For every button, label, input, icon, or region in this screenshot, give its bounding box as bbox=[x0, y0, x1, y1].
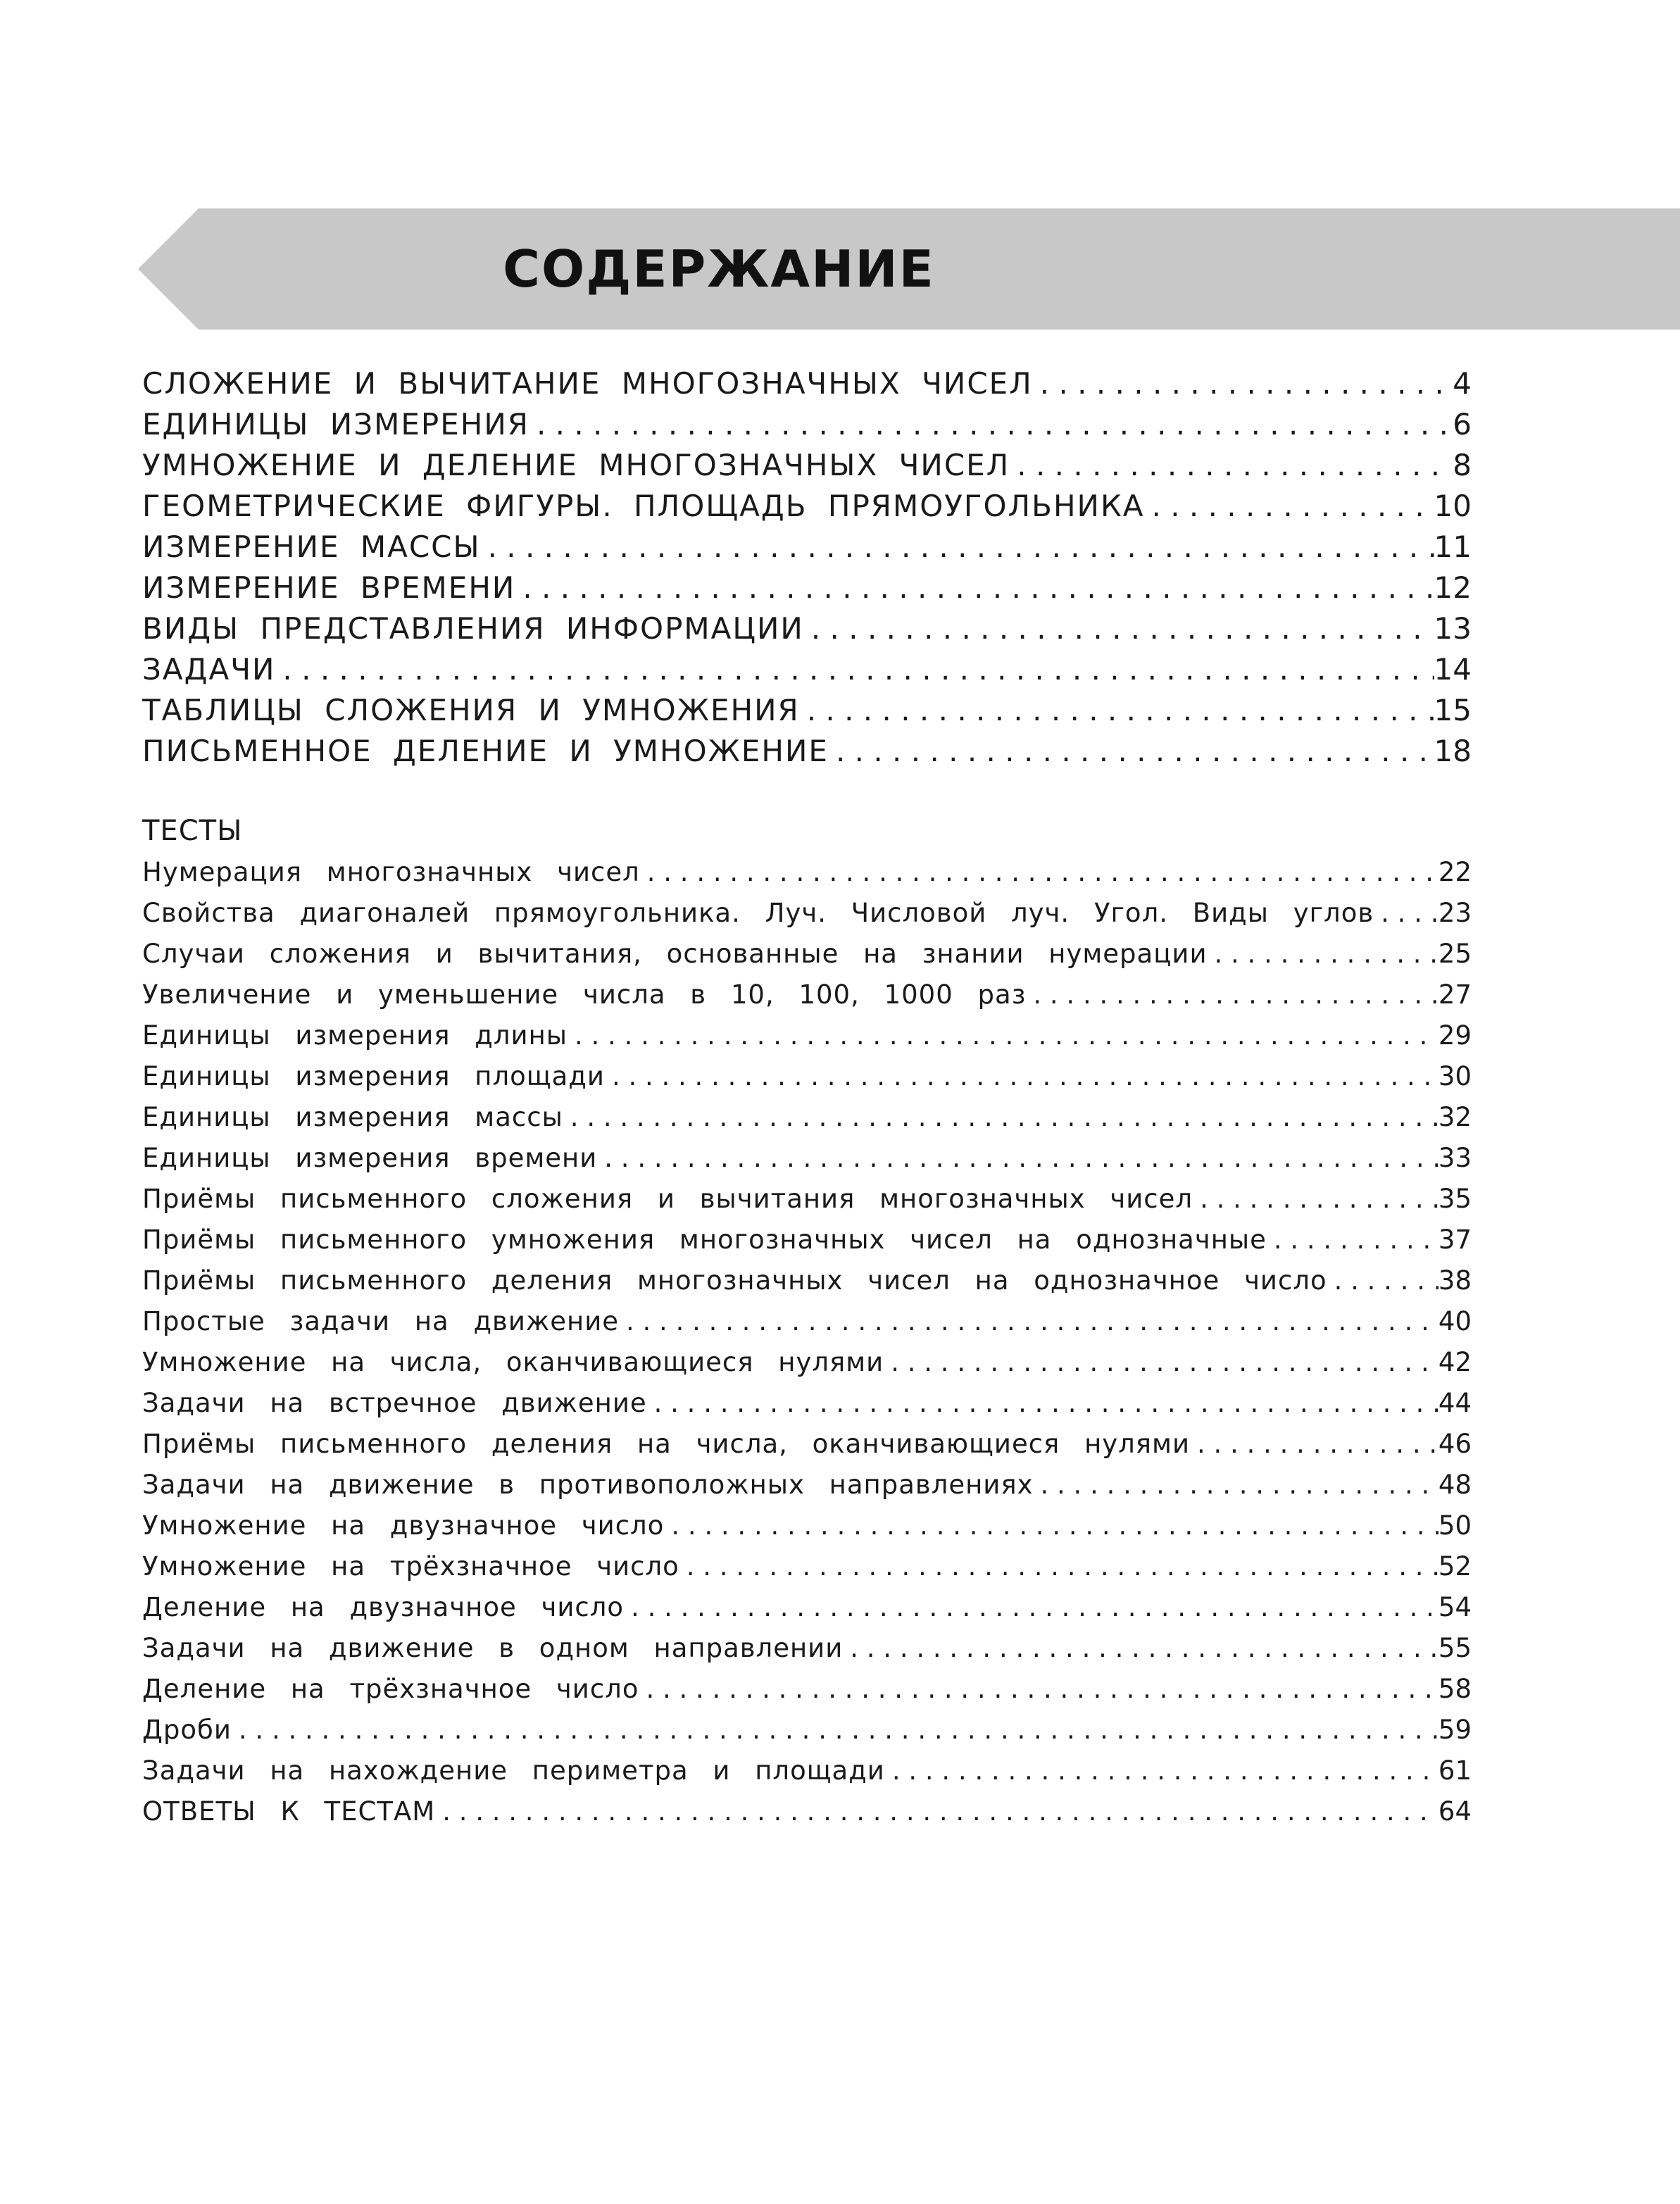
toc-entry[interactable] bbox=[142, 1628, 1472, 1669]
dot-leader bbox=[640, 852, 1438, 893]
dot-leader bbox=[597, 1138, 1438, 1179]
toc-entry-title: ЕДИНИЦЫ ИЗМЕРЕНИЯ bbox=[142, 407, 529, 442]
toc-entry[interactable] bbox=[142, 445, 1472, 486]
toc-entry-title: ОТВЕТЫ К ТЕСТАМ bbox=[142, 1796, 436, 1827]
toc-entry-title: Единицы измерения длины bbox=[142, 1020, 568, 1051]
toc-entry-title: Единицы измерения площади bbox=[142, 1061, 605, 1091]
toc-entry[interactable] bbox=[142, 731, 1472, 772]
dot-leader bbox=[1190, 1424, 1438, 1465]
toc-entry[interactable] bbox=[142, 690, 1472, 731]
toc-entry[interactable] bbox=[142, 649, 1472, 690]
toc-entry[interactable] bbox=[142, 527, 1472, 568]
toc-entry[interactable] bbox=[142, 1138, 1472, 1179]
toc-entry-page: 52 bbox=[1438, 1551, 1472, 1582]
header-banner bbox=[138, 208, 1680, 330]
toc-entry-title: ГЕОМЕТРИЧЕСКИЕ ФИГУРЫ. ПЛОЩАДЬ ПРЯМОУГОЛЬНИКА bbox=[142, 489, 1145, 523]
table-of-contents bbox=[142, 363, 1472, 1832]
toc-entry[interactable] bbox=[142, 975, 1472, 1015]
toc-entry-page: 4 bbox=[1453, 366, 1472, 401]
toc-entry-page: 42 bbox=[1438, 1347, 1472, 1377]
toc-entry-page: 58 bbox=[1438, 1674, 1472, 1704]
dot-leader bbox=[1034, 1465, 1438, 1505]
dot-leader bbox=[515, 568, 1434, 608]
toc-entry-title: ВИДЫ ПРЕДСТАВЛЕНИЯ ИНФОРМАЦИИ bbox=[142, 611, 804, 646]
toc-entry[interactable] bbox=[142, 1587, 1472, 1628]
toc-entry[interactable] bbox=[142, 1465, 1472, 1505]
toc-entry[interactable] bbox=[142, 1015, 1472, 1056]
toc-entry-page: 50 bbox=[1438, 1510, 1472, 1541]
toc-entry-title: Приёмы письменного деления многозначных чисел на однозначное число bbox=[142, 1265, 1327, 1296]
toc-entry[interactable] bbox=[142, 1301, 1472, 1342]
toc-entry-page: 30 bbox=[1438, 1061, 1472, 1091]
toc-entry-page: 11 bbox=[1434, 530, 1472, 564]
dot-leader bbox=[624, 1587, 1438, 1628]
toc-entry-page: 6 bbox=[1453, 407, 1472, 442]
tests-heading: ТЕСТЫ bbox=[142, 815, 243, 847]
dot-leader bbox=[605, 1056, 1438, 1097]
toc-entry-page: 54 bbox=[1438, 1592, 1472, 1622]
main-section-list bbox=[142, 363, 1472, 772]
toc-entry-page: 15 bbox=[1434, 693, 1472, 727]
dot-leader bbox=[664, 1505, 1438, 1546]
dot-leader bbox=[1193, 1179, 1438, 1220]
toc-entry-page: 40 bbox=[1438, 1306, 1472, 1336]
dot-leader bbox=[800, 690, 1434, 731]
dot-leader bbox=[679, 1546, 1438, 1587]
toc-entry-title: ИЗМЕРЕНИЕ МАССЫ bbox=[142, 530, 481, 564]
toc-entry[interactable] bbox=[142, 1751, 1472, 1791]
dot-leader bbox=[481, 527, 1434, 568]
toc-entry-title: Деление на двузначное число bbox=[142, 1592, 625, 1622]
toc-entry-title: ИЗМЕРЕНИЕ ВРЕМЕНИ bbox=[142, 570, 516, 605]
toc-entry-page: 22 bbox=[1438, 857, 1472, 887]
dot-leader bbox=[1267, 1220, 1438, 1260]
toc-entry-page: 37 bbox=[1438, 1225, 1472, 1255]
toc-entry-page: 38 bbox=[1438, 1265, 1472, 1296]
dot-leader bbox=[563, 1097, 1438, 1138]
toc-entry-title: Приёмы письменного сложения и вычитания многозначных чисел bbox=[142, 1184, 1193, 1214]
dot-leader bbox=[1026, 975, 1438, 1015]
toc-entry[interactable] bbox=[142, 1669, 1472, 1710]
dot-leader bbox=[1145, 486, 1434, 527]
toc-entry-title: Свойства диагоналей прямоугольника. Луч. Числовой луч. Угол. Виды углов bbox=[142, 898, 1374, 928]
toc-entry[interactable] bbox=[142, 1546, 1472, 1587]
dot-leader bbox=[1033, 363, 1453, 404]
toc-entry-page: 55 bbox=[1438, 1633, 1472, 1663]
toc-entry-page: 12 bbox=[1434, 570, 1472, 605]
toc-entry-page: 59 bbox=[1438, 1715, 1472, 1745]
toc-entry-title: Задачи на нахождение периметра и площади bbox=[142, 1755, 885, 1786]
dot-leader bbox=[804, 608, 1434, 649]
toc-entry-page: 44 bbox=[1438, 1388, 1472, 1418]
dot-leader bbox=[568, 1015, 1438, 1056]
toc-entry-page: 35 bbox=[1438, 1184, 1472, 1214]
dot-leader bbox=[884, 1342, 1438, 1383]
dot-leader bbox=[1208, 934, 1438, 975]
toc-entry[interactable] bbox=[142, 1424, 1472, 1465]
dot-leader bbox=[275, 649, 1434, 690]
toc-entry-title: Единицы измерения массы bbox=[142, 1102, 563, 1132]
page-title: СОДЕРЖАНИЕ bbox=[503, 239, 935, 299]
dot-leader bbox=[232, 1710, 1438, 1751]
dot-leader bbox=[529, 404, 1453, 445]
toc-entry[interactable] bbox=[142, 363, 1472, 404]
toc-entry[interactable] bbox=[142, 608, 1472, 649]
toc-entry-page: 33 bbox=[1438, 1143, 1472, 1173]
toc-entry-title: Умножение на двузначное число bbox=[142, 1510, 665, 1541]
toc-entry[interactable] bbox=[142, 934, 1472, 975]
toc-entry-title: Случаи сложения и вычитания, основанные на знании нумерации bbox=[142, 939, 1208, 969]
toc-entry[interactable] bbox=[142, 893, 1472, 934]
dot-leader bbox=[639, 1669, 1438, 1710]
toc-entry-title: Задачи на встречное движение bbox=[142, 1388, 647, 1418]
toc-entry-title: Простые задачи на движение bbox=[142, 1306, 620, 1336]
toc-entry-title: Умножение на числа, оканчивающиеся нулями bbox=[142, 1347, 884, 1377]
toc-entry[interactable] bbox=[142, 1220, 1472, 1260]
dot-leader bbox=[435, 1791, 1438, 1832]
tests-section-list bbox=[142, 852, 1472, 1832]
toc-entry-title: ПИСЬМЕННОЕ ДЕЛЕНИЕ И УМНОЖЕНИЕ bbox=[142, 734, 829, 768]
toc-entry-title: ЗАДАЧИ bbox=[142, 652, 276, 687]
toc-entry-title: Умножение на трёхзначное число bbox=[142, 1551, 679, 1582]
toc-entry-page: 46 bbox=[1438, 1429, 1472, 1459]
toc-entry-page: 8 bbox=[1453, 448, 1472, 482]
toc-entry-title: Задачи на движение в противоположных направлениях bbox=[142, 1470, 1034, 1500]
dot-leader bbox=[1327, 1260, 1438, 1301]
toc-entry-page: 14 bbox=[1434, 652, 1472, 687]
toc-entry-page: 25 bbox=[1438, 939, 1472, 969]
toc-entry[interactable] bbox=[142, 852, 1472, 893]
toc-entry-title: ТАБЛИЦЫ СЛОЖЕНИЯ И УМНОЖЕНИЯ bbox=[142, 693, 800, 727]
toc-entry[interactable] bbox=[142, 1505, 1472, 1546]
toc-entry-page: 13 bbox=[1434, 611, 1472, 646]
toc-entry-title: Приёмы письменного деления на числа, оканчивающиеся нулями bbox=[142, 1429, 1191, 1459]
toc-entry-page: 32 bbox=[1438, 1102, 1472, 1132]
toc-entry[interactable] bbox=[142, 1097, 1472, 1138]
dot-leader bbox=[843, 1628, 1438, 1669]
toc-entry-page: 64 bbox=[1438, 1796, 1472, 1827]
toc-entry-page: 29 bbox=[1438, 1020, 1472, 1051]
toc-entry-title: Задачи на движение в одном направлении bbox=[142, 1633, 844, 1663]
toc-entry-page: 10 bbox=[1434, 489, 1472, 523]
dot-leader bbox=[1374, 893, 1438, 934]
toc-entry-title: Приёмы письменного умножения многозначных чисел на однозначные bbox=[142, 1225, 1267, 1255]
toc-entry-title: УМНОЖЕНИЕ И ДЕЛЕНИЕ МНОГОЗНАЧНЫХ ЧИСЕЛ bbox=[142, 448, 1010, 482]
toc-entry-page: 61 bbox=[1438, 1755, 1472, 1786]
toc-entry[interactable] bbox=[142, 1342, 1472, 1383]
dot-leader bbox=[885, 1751, 1438, 1791]
toc-entry[interactable] bbox=[142, 568, 1472, 608]
toc-entry-title: СЛОЖЕНИЕ И ВЫЧИТАНИЕ МНОГОЗНАЧНЫХ ЧИСЕЛ bbox=[142, 366, 1033, 401]
toc-entry[interactable] bbox=[142, 486, 1472, 527]
toc-entry-title: Увеличение и уменьшение числа в 10, 100, 1000 раз bbox=[142, 979, 1027, 1010]
toc-entry[interactable] bbox=[142, 1179, 1472, 1220]
toc-entry-title: Нумерация многозначных чисел bbox=[142, 857, 640, 887]
toc-entry-title: Дроби bbox=[142, 1715, 232, 1745]
toc-entry-page: 27 bbox=[1438, 979, 1472, 1010]
toc-entry[interactable] bbox=[142, 1056, 1472, 1097]
toc-entry[interactable] bbox=[142, 1791, 1472, 1832]
toc-entry[interactable] bbox=[142, 1710, 1472, 1751]
toc-entry[interactable] bbox=[142, 1383, 1472, 1424]
dot-leader bbox=[829, 731, 1434, 772]
toc-entry[interactable] bbox=[142, 404, 1472, 445]
toc-entry-page: 48 bbox=[1438, 1470, 1472, 1500]
dot-leader bbox=[647, 1383, 1438, 1424]
toc-entry[interactable] bbox=[142, 1260, 1472, 1301]
dot-leader bbox=[1010, 445, 1453, 486]
toc-entry-title: Деление на трёхзначное число bbox=[142, 1674, 639, 1704]
toc-entry-title: Единицы измерения времени bbox=[142, 1143, 598, 1173]
dot-leader bbox=[619, 1301, 1438, 1342]
toc-entry-page: 23 bbox=[1438, 898, 1472, 928]
toc-entry-page: 18 bbox=[1434, 734, 1472, 768]
